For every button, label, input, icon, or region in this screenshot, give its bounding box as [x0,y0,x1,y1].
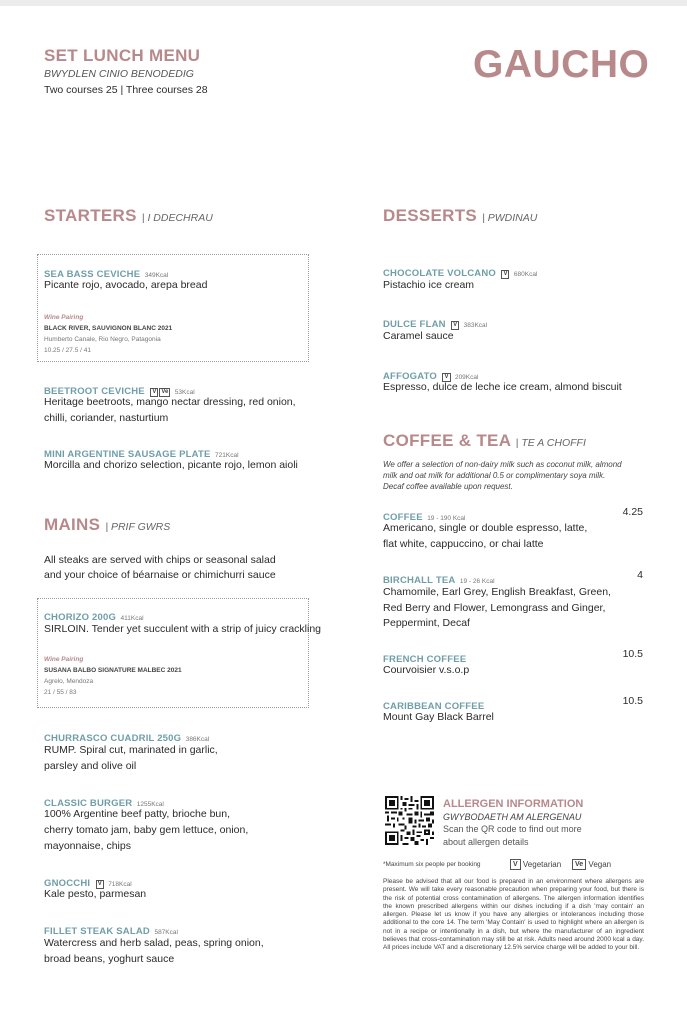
menu-prices: Two courses 25 | Three courses 28 [44,84,208,96]
starter-item-sausage: MINI ARGENTINE SAUSAGE PLATE 721Kcal [44,449,239,460]
main-desc-churrasco-2: parsley and olive oil [44,760,137,772]
mains-title: MAINS [44,515,101,534]
main-desc-fillet-2: broad beans, yoghurt sauce [44,953,175,965]
main-desc-gnocchi: Kale pesto, parmesan [44,888,147,900]
dessert-desc-volcano: Pistachio ice cream [383,279,475,291]
starter-item-sea-bass: SEA BASS CEVICHE 349Kcal [44,269,169,280]
main-desc-chorizo: SIRLOIN. Tender yet succulent with a strip of juicy crackling [44,623,322,635]
desserts-heading [383,206,537,226]
starters-title: STARTERS [44,206,137,225]
mains-intro-1: All steaks are served with chips or seasonal salad [44,554,276,566]
allergen-subtitle: GWYBODAETH AM ALERGENAU [443,812,582,822]
dessert-item-flan: DULCE FLAN V 383Kcal [383,319,488,330]
vegan-legend [571,859,611,870]
starter-desc-sausage: Morcilla and chorizo selection, picante rojo, lemon aioli [44,459,298,471]
starters-heading [44,206,213,226]
coffee-price-tea: 4 [637,569,643,581]
wine-origin: Humberto Canale, Rio Negro, Patagonia [44,336,161,343]
coffee-note-2: milk and oat milk for additional 0.5 or complimentary soya milk. [383,471,606,480]
coffee-desc-coffee-1: Americano, single or double espresso, latte, [383,522,588,534]
vegan-label: Vegan [588,860,612,869]
coffee-item-tea: BIRCHALL TEA 19 - 26 Kcal [383,575,495,586]
starters-subtitle: | I DDECHRAU [141,212,213,224]
coffee-item-coffee: COFFEE 19 - 190 Kcal [383,512,466,523]
main-item-gnocchi: GNOCCHI V 718Kcal [44,878,132,889]
allergen-scan-1: Scan the QR code to find out more [443,824,582,834]
allergen-qr-code[interactable] [385,796,434,845]
wine-name: BLACK RIVER, SAUVIGNON BLANC 2021 [44,325,173,332]
starter-item-beetroot: BEETROOT CEVICHE V Ve 53Kcal [44,386,195,397]
starter-desc-sea-bass: Picante rojo, avocado, arepa bread [44,279,208,291]
allergen-scan-2: about allergen details [443,837,529,847]
menu-title: SET LUNCH MENU [44,46,201,65]
coffee-title: COFFEE & TEA [383,431,511,450]
main-desc-burger-1: 100% Argentine beef patty, brioche bun, [44,808,231,820]
dessert-desc-affogato: Espresso, dulce de leche ice cream, almond biscuit [383,381,622,393]
vegetarian-badge: V [503,271,508,277]
starter-desc-beetroot-1: Heritage beetroots, mango nectar dressing, red onion, [44,396,296,408]
main-item-burger: CLASSIC BURGER 1255Kcal [44,798,164,809]
dessert-item-volcano: CHOCOLATE VOLCANO V 680Kcal [383,268,538,279]
coffee-desc-coffee-2: flat white, cappuccino, or chai latte [383,538,544,550]
mains-heading [44,515,170,535]
desserts-title: DESSERTS [383,206,478,225]
coffee-note-1: We offer a selection of non-dairy milk such as coconut milk, almond [383,460,622,469]
coffee-desc-french: Courvoisier v.s.o.p [383,664,470,676]
main-desc-burger-3: mayonnaise, chips [44,840,131,852]
mains-subtitle: | PRIF GWRS [105,521,171,533]
main-desc-burger-2: cherry tomato jam, baby gem lettuce, onion, [44,824,249,836]
vegetarian-legend [509,859,561,870]
coffee-subtitle: | TE A CHOFFI [515,437,586,449]
mains-intro-2: and your choice of béarnaise or chimichurri sauce [44,569,276,581]
coffee-note-3: Decaf coffee available upon request. [383,482,513,491]
main-item-churrasco: CHURRASCO CUADRIL 250G 386Kcal [44,733,210,744]
coffee-desc-caribbean: Mount Gay Black Barrel [383,711,494,723]
main-item-fillet: FILLET STEAK SALAD 587Kcal [44,926,178,937]
menu-subtitle: BWYDLEN CINIO BENODEDIG [44,68,194,80]
coffee-price-caribbean: 10.5 [622,695,643,707]
wine-name: SUSANA BALBO SIGNATURE MALBEC 2021 [44,667,182,674]
coffee-desc-tea-3: Peppermint, Decaf [383,617,470,629]
max-people-note: *Maximum six people per booking [383,861,481,868]
desserts-subtitle: | PWDINAU [482,212,538,224]
vegan-badge: Ve [572,859,586,870]
vegetarian-badge: V [444,374,449,380]
coffee-price-french: 10.5 [622,648,643,660]
allergen-fine-print: Please be advised that all our food is prepared in an environment where allergens are present. We will take every reasonable precaution when preparing your food, but there is the risk of potential cross contamination of allergens. The allergen information identifies the known prescribed allergens within our dishes including if a dish 'may contain' an allergen. Please let us know if you have any allergies or intolerances including those additional to the core 14. The term 'May Contain' is used to highlight where an allergen is not in a recipe or intentionally in a dish, but where the manufacturer of an ingredient believes that cross-contamination may still be at risk. Adults need around 2000 kcal a day. All prices include VAT and a discretionary 12.5% service charge will be added to your bill. [383,878,644,952]
wine-pairing-label: Wine Pairing [44,314,84,321]
wine-pairing-label: Wine Pairing [44,656,84,663]
main-desc-fillet-1: Watercress and herb salad, peas, spring onion, [44,937,264,949]
coffee-desc-tea-2: Red Berry and Flower, Lemongrass and Ginger, [383,602,606,614]
coffee-item-caribbean: CARIBBEAN COFFEE [383,701,485,712]
main-desc-churrasco-1: RUMP. Spiral cut, marinated in garlic, [44,744,218,756]
vegetarian-badge: V [453,322,458,328]
coffee-desc-tea-1: Chamomile, Earl Grey, English Breakfast, Green, [383,586,611,598]
wine-prices: 10.25 / 27.5 / 41 [44,347,91,354]
main-item-chorizo: CHORIZO 200G 411Kcal [44,612,144,623]
coffee-price-coffee: 4.25 [622,506,643,518]
vegetarian-badge: V [97,881,102,887]
dessert-desc-flan: Caramel sauce [383,330,454,342]
vegetarian-badge: V [510,859,521,870]
vegetarian-label: Vegetarian [522,860,562,869]
starter-desc-beetroot-2: chilli, coriander, nasturtium [44,412,169,424]
coffee-heading [383,431,586,451]
wine-origin: Agrelo, Mendoza [44,678,94,685]
vegetarian-badge: V [152,389,157,395]
coffee-item-french: FRENCH COFFEE [383,654,467,665]
vegan-badge: Ve [161,389,169,395]
allergen-title: ALLERGEN INFORMATION [443,798,584,810]
wine-prices: 21 / 55 / 83 [44,689,77,696]
dessert-item-affogato: AFFOGATO V 209Kcal [383,371,479,382]
gaucho-logo: GAUCHO [473,43,650,86]
top-strip [0,0,687,6]
